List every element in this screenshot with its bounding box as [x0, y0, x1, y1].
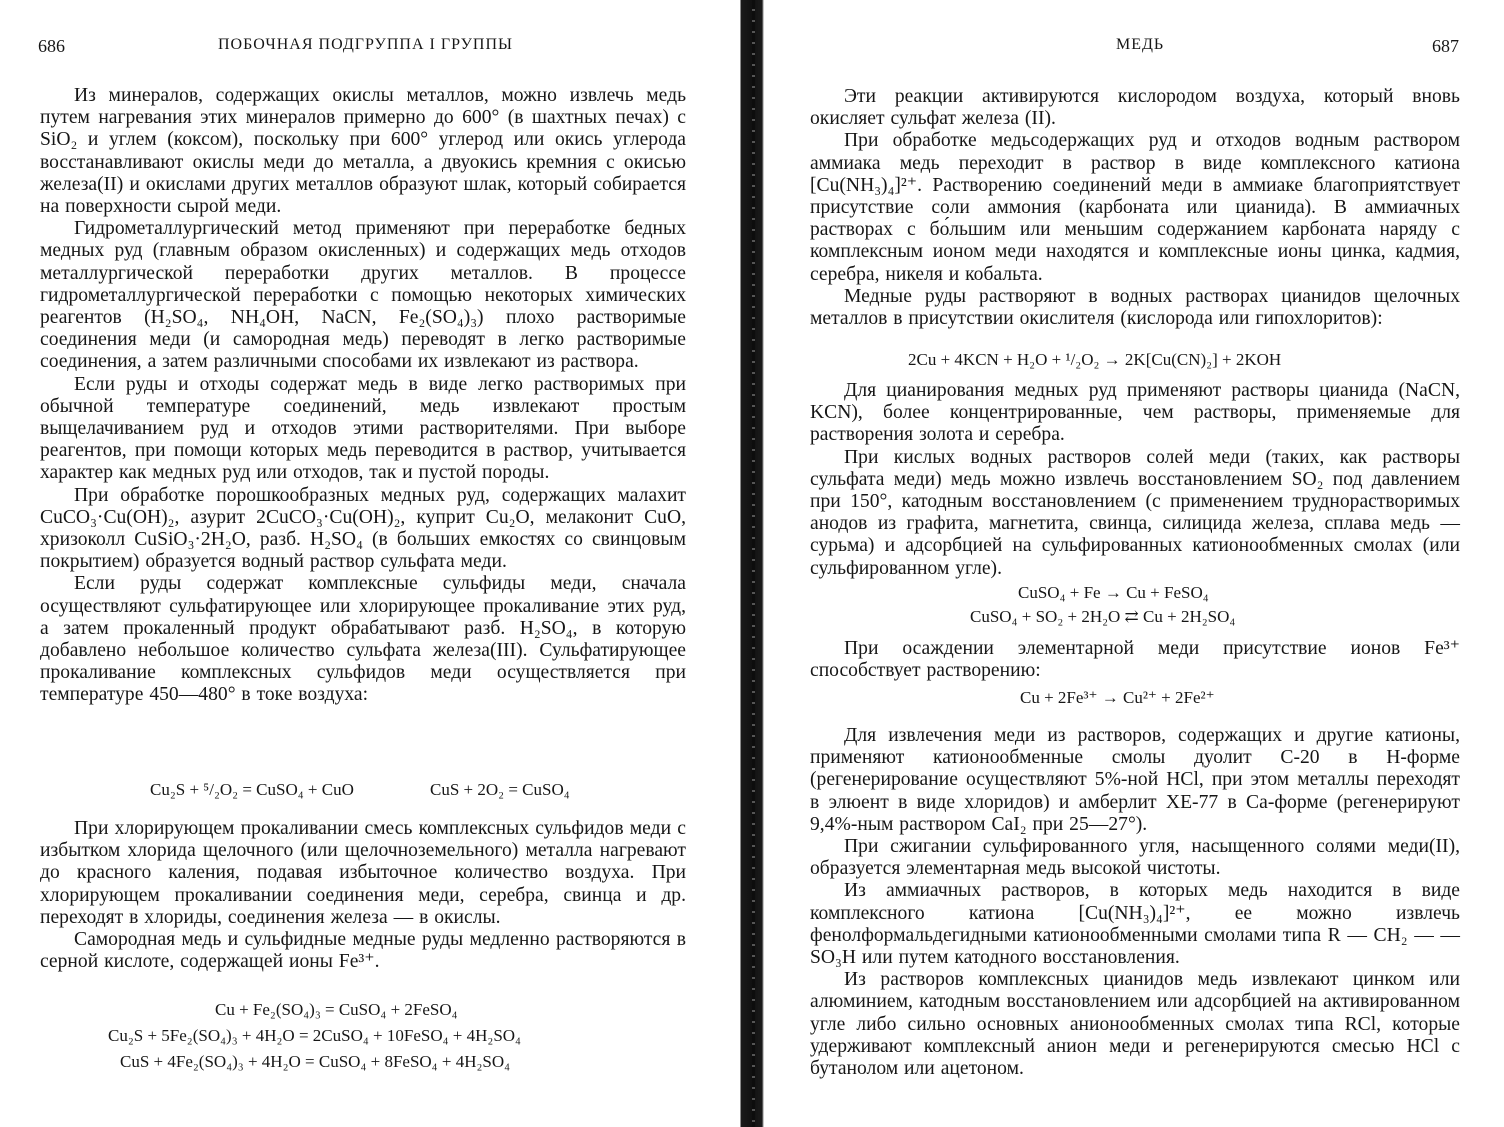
text-block-right-1: [810, 86, 1460, 330]
text-block-left-1: [40, 85, 686, 707]
equation: CuS + 2O₂ = CuSO₄: [430, 780, 570, 799]
running-head-left: ПОБОЧНАЯ ПОДГРУППА I ГРУППЫ: [218, 36, 513, 53]
equation: 2Cu + 4KCN + H₂O + ¹/₂O₂ → 2K[Cu(CN)₂] + 2KOH: [908, 350, 1282, 369]
equation: CuSO₄ + SO₂ + 2H₂O ⇄ Cu + 2H₂SO₄: [970, 607, 1236, 626]
paragraph: Если руды и отходы содержат медь в виде легко растворимых при обычной температуре соединений, медь извлекают простым выщелачиванием руд и отходов этими растворителями. При выборе реагентов, при помощи которых медь переводится в раствор, учитывается характер как медных руд или отходов, так и пустой породы.: [40, 373, 686, 484]
paragraph: Медные руды растворяют в водных растворах цианидов щелочных металлов в присутствии окислителя (кислорода или гипохлоритов):: [810, 285, 1460, 330]
equation: CuS + 4Fe₂(SO₄)₃ + 4H₂O = CuSO₄ + 8FeSO₄ + 4H₂SO₄: [120, 1052, 511, 1071]
paragraph: Из минералов, содержащих окислы металлов, можно извлечь медь путем нагревания этих минералов примерно до 600° (в шахтных печах) с SiO₂ и углем (коксом), поскольку при 600° углерод или окись углерода восстанавливают окислы меди до металла, а двуокись кремния с окисью железа(II) и окислами других металлов образуют шлак, который собирается на поверхности сырой меди.: [40, 85, 686, 218]
paragraph: Из растворов комплексных цианидов медь извлекают цинком или алюминием, катодным восстановлением или адсорбцией на активированном угле либо сильно основных анионообменных смолах типа RCl, которые удерживают комплексный анион меди и регенерируются смесью HCl с бутанолом или ацетоном.: [810, 969, 1460, 1080]
right-page: [774, 0, 1504, 1127]
equation: Cu + Fe₂(SO₄)₃ = CuSO₄ + 2FeSO₄: [215, 1000, 458, 1019]
paragraph: Самородная медь и сульфидные медные руды медленно растворяются в серной кислоте, содержащей ионы Fe³⁺.: [40, 929, 686, 973]
paragraph: При осаждении элементарной меди присутствие ионов Fe³⁺ способствует растворению:: [810, 638, 1460, 682]
text-block-right-4: [810, 725, 1460, 1080]
page-number-left: 686: [38, 36, 65, 56]
text-block-right-3: [810, 638, 1460, 682]
paragraph: Эти реакции активируются кислородом воздуха, который вновь окисляет сульфат железа (II).: [810, 86, 1460, 130]
running-head-right: МЕДЬ: [1116, 36, 1165, 53]
paragraph: Если руды содержат комплексные сульфиды меди, сначала осуществляют сульфатирующее или хлорирующее прокаливание этих руд, а затем прокаленный продукт обрабатывают разб. H₂SO₄, в которую добавлено небольшое количество сульфата железа(III). Сульфатирующее прокаливание комплексных сульфидов меди осуществляется при температуре 450—480° в токе воздуха:: [40, 573, 686, 706]
equation: Cu₂S + 5Fe₂(SO₄)₃ + 4H₂O = 2CuSO₄ + 10FeSO₄ + 4H₂SO₄: [108, 1026, 521, 1045]
equation: CuSO₄ + Fe → Cu + FeSO₄: [1018, 583, 1209, 602]
paragraph: При обработке медьсодержащих руд и отходов водным раствором аммиака медь переходит в раствор в виде комплексного катиона [Cu(NH₃)₄]²⁺. Растворению соединений меди в аммиаке благоприятствует присутствие соли аммония (карбоната или цианида). В аммиачных растворах с бо́льшим или меньшим содержанием карбоната наряду с комплексным ионом меди находятся и комплексные ионы цинка, кадмия, серебра, никеля и кобальта.: [810, 130, 1460, 285]
text-block-right-2: [810, 380, 1460, 580]
paragraph: Гидрометаллургический метод применяют при переработке бедных медных руд (главным образом окисленных) и содержащих медь отходов металлургической переработки других металлов. В процессе гидрометаллургической переработки с помощью некоторых химических реагентов (H₂SO₄, NH₄OH, NaCN, Fe₂(SO₄)₃) плохо растворимые соединения меди (и самородная медь) переводят в легко растворимые соединения, а затем различными способами их извлекают из раствора.: [40, 218, 686, 373]
equation: Cu₂S + ⁵/₂O₂ = CuSO₄ + CuO: [150, 780, 354, 799]
text-block-left-2: [40, 818, 686, 973]
paragraph: Для извлечения меди из растворов, содержащих и другие катионы, применяют катионообменные смолы дуолит С-20 в Н-форме (регенерирование осуществляют 5%-ной HCl, при этом металлы переходят в элюент в виде хлоридов) и амберлит ХЕ-77 в Са-форме (регенерируют 9,4%-ным раствором CaI₂ при 25—27°).: [810, 725, 1460, 835]
left-page: [0, 0, 740, 1127]
paragraph: Из аммиачных растворов, в которых медь находится в виде комплексного катиона [Cu(NH₃)₄]²⁺, ее можно извлечь фенолформальдегидными катионообменными смолами типа R — CH₂ — — SO₃H или путем катодного восстановления.: [810, 880, 1460, 969]
paragraph: При хлорирующем прокаливании смесь комплексных сульфидов меди с избытком хлорида щелочного (или щелочноземельного) металла нагревают до красного каления, подавая избыточное количество воздуха. При хлорирующем прокаливании соединения меди, серебра, свинца и др. переходят в хлориды, соединения железа — в окислы.: [40, 818, 686, 928]
book-spine-edge: [752, 0, 755, 1127]
paragraph: Для цианирования медных руд применяют растворы цианида (NaCN, KCN), более концентрированные, чем растворы, применяемые для растворения золота и серебра.: [810, 380, 1460, 446]
paragraph: При кислых водных растворов солей меди (таких, как растворы сульфата меди) медь можно извлечь восстановлением SO₂ под давлением при 150°, катодным восстановлением (с применением труднорастворимых анодов из графита, магнетита, свинца, силицида железа, сплава медь — сурьма) и адсорбцией на сульфированных катионообменных смолах (или сульфированном угле).: [810, 446, 1460, 579]
paragraph: При обработке порошкообразных медных руд, содержащих малахит CuCO₃·Cu(OH)₂, азурит 2CuCO₃·Cu(OH)₂, куприт Cu₂O, мелаконит CuO, хризоколл CuSiO₃·2H₂O, разб. H₂SO₄ (в больших емкостях со свинцовым покрытием) образуется водный раствор сульфата меди.: [40, 484, 686, 573]
equation: Cu + 2Fe³⁺ → Cu²⁺ + 2Fe²⁺: [1020, 688, 1215, 707]
page-number-right: 687: [1432, 36, 1459, 56]
paragraph: При сжигании сульфированного угля, насыщенного солями меди(II), образуется элементарная медь высокой чистоты.: [810, 836, 1460, 880]
